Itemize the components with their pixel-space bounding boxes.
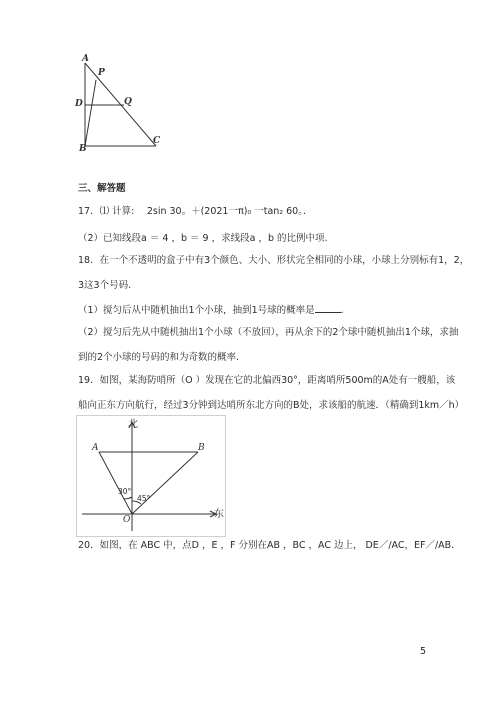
q18-part2-line1: （2）搅匀后先从中随机抽出1个小球（不放回），再从余下的2个球中随机抽出1个球，求抽 (78, 327, 459, 338)
north-label: 北 (128, 419, 138, 430)
q20-line1: 20．如图，在 ABC 中，点D ，E ，F 分别在AB ，BC ，AC 边上， DE／/AC，EF／/AB． (78, 540, 461, 551)
label-q: Q (124, 97, 132, 107)
east-label: 东 (214, 509, 224, 520)
label-c: C (153, 136, 161, 146)
label-b: B (198, 443, 205, 453)
q17-line1: 17．⑴ 计算: 2sin 30。＋(2021一π)₀ 一tan₂ 60。． (78, 206, 313, 217)
q18-line2: 3这3个号码. (78, 280, 132, 291)
label-b: B (79, 144, 87, 154)
q18-part1-text: （1）搅匀后从中随机抽出1个小球，抽到1号球的概率是 (78, 305, 315, 316)
q18-part1-end: ． (340, 305, 351, 316)
q18-part2-line2: 到的2个小球的号码的和为奇数的概率. (78, 352, 240, 363)
label-a: A (82, 54, 89, 64)
q19-line2: 船向正东方向航行，经过3分钟到达哨所东北方向的B处，求该船的航速．（精确到1km／h） (78, 400, 465, 411)
label-o: O (123, 515, 131, 525)
label-p: P (98, 68, 105, 78)
label-d: D (75, 99, 83, 109)
angle-label-45: 45° (137, 494, 151, 503)
figure-triangle-abc (72, 52, 172, 157)
q19-line1: 19．如图，某海防哨所（O ）发现在它的北偏西30°，距离哨所500m的A处有一艘船，该 (78, 375, 456, 386)
angle-label-30: 30° (118, 487, 132, 496)
segment-bp (85, 80, 96, 146)
figure-navigation (76, 415, 226, 537)
answer-blank (315, 303, 341, 313)
page-number: 5 (420, 646, 427, 657)
segment-o-a (99, 452, 132, 514)
segment-o-b (132, 452, 198, 514)
q17-line2: （2）已知线段a ＝ 4 ，b ＝ 9 ，求线段a ，b 的比例中项. (78, 233, 328, 244)
angle-arc-30 (124, 497, 132, 499)
q18-part1 (78, 303, 350, 317)
navigation-diagram (76, 415, 226, 537)
section-title: 三、解答题 (78, 183, 126, 194)
label-a: A (92, 443, 99, 453)
q18-line1: 18．在一个不透明的盒子中有3个颜色、大小、形状完全相同的小球，小球上分别标有1，2， (78, 255, 470, 266)
